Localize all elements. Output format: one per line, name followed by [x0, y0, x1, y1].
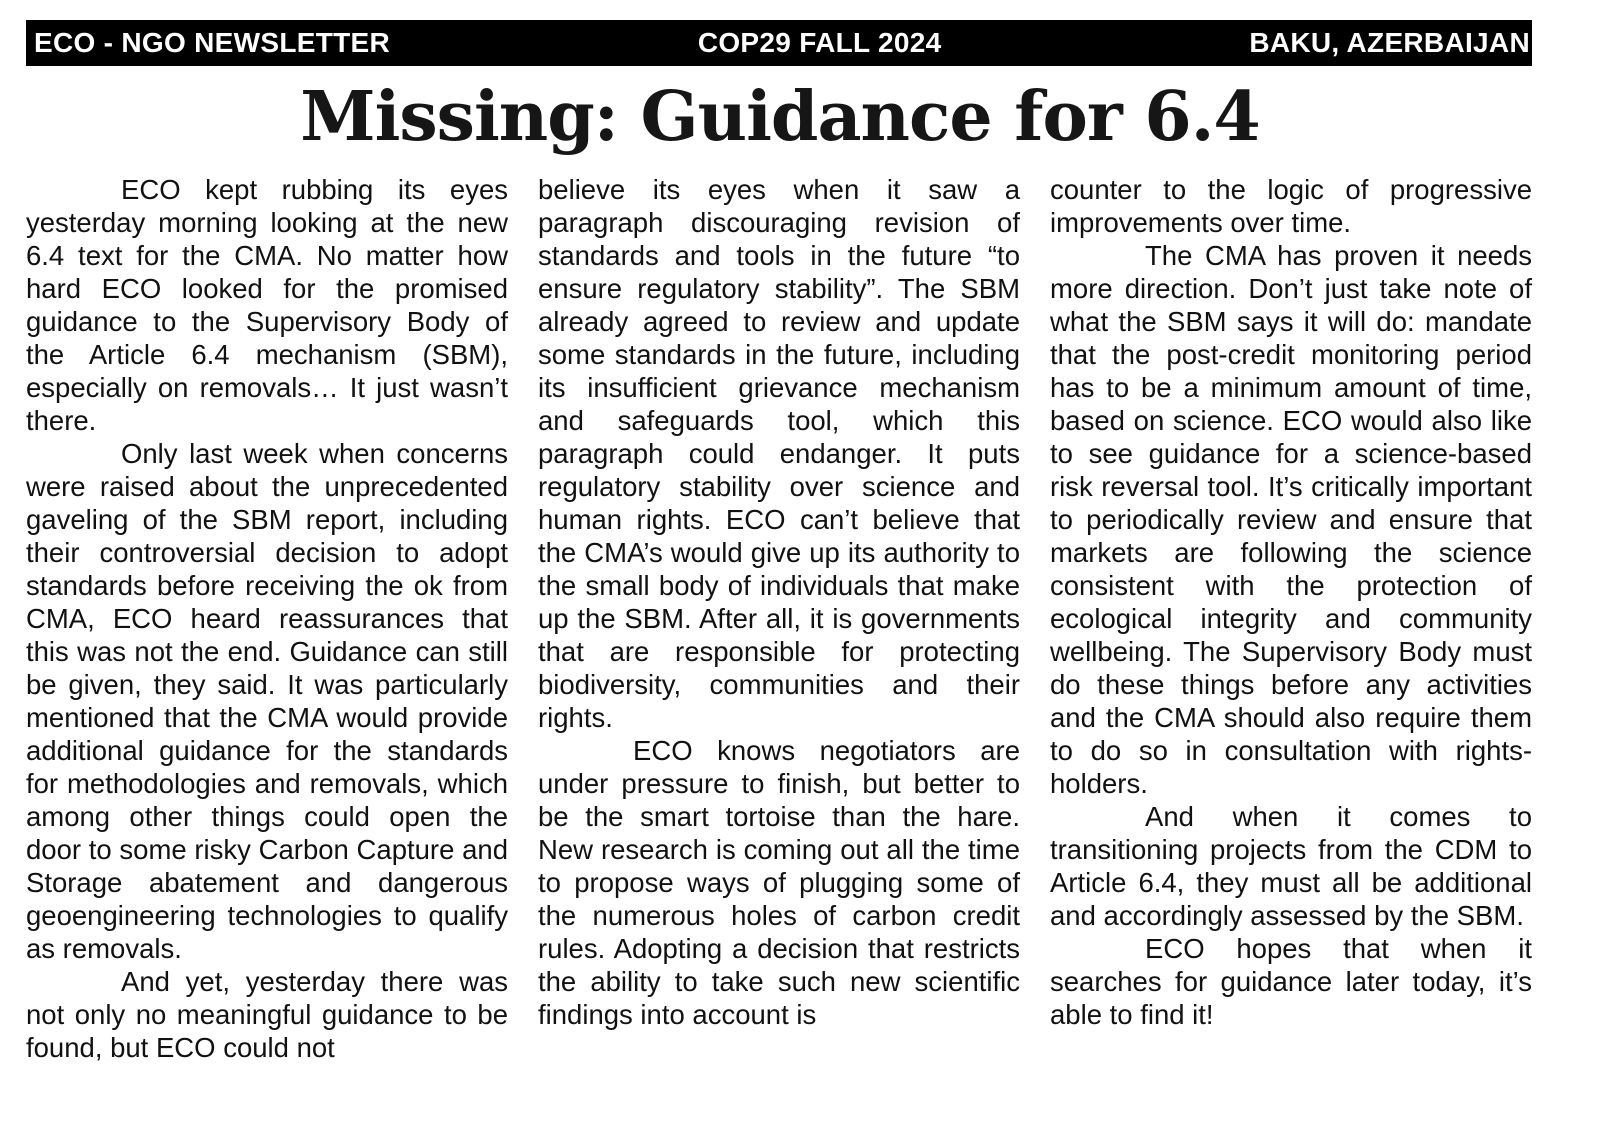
article-paragraph: ECO knows negotiators are under pressure to finish, but better to be the smart tortoise than the hare. New research is coming out all the time to propose ways of plugging some of the numerous holes of carbon credit rules. Adopting a decision that restricts the ability to take such new scientific findings into account is — [538, 735, 1020, 1030]
masthead-edition: COP29 FALL 2024 — [697, 27, 942, 58]
masthead-publication: ECO - NGO NEWSLETTER — [34, 27, 390, 58]
article-paragraph: Only last week when concerns were raised about the unprecedented gaveling of the SBM report, including their controversial decision to adopt standards before receiving the ok from CMA, ECO heard reassurances that this was not the end. Guidance can still be given, they said. It was particularly mentioned that the CMA would provide additional guidance for the standards for methodologies and removals, which among other things could open the door to some risky Carbon Capture and Storage abatement and dangerous geoengineering technologies to qualify as removals. — [26, 438, 508, 964]
article-column-2 — [538, 173, 1020, 1031]
article-paragraph: ECO kept rubbing its eyes yesterday morning looking at the new 6.4 text for the CMA. No matter how hard ECO looked for the promised guidance to the Supervisory Body of the Article 6.4 mechanism (SBM), especially on removals… It just wasn’t there. — [26, 174, 508, 436]
newsletter-masthead — [26, 20, 1532, 66]
article-paragraph: ECO hopes that when it searches for guidance later today, it’s able to find it! — [1050, 933, 1532, 1030]
masthead-location: BAKU, AZERBAIJAN — [1249, 27, 1530, 58]
article-paragraph-continued: believe its eyes when it saw a paragraph discouraging revision of standards and tools in the future “to ensure regulatory stability”. The SBM already agreed to review and update some standards in the future, including its insufficient grievance mechanism and safeguards tool, which this paragraph could endanger. It puts regulatory stability over science and human rights. ECO can’t believe that the CMA’s would give up its authority to the small body of individuals that make up the SBM. After all, it is governments that are responsible for protecting biodiversity, communities and their rights. — [538, 174, 1020, 733]
article-column-1 — [26, 173, 508, 1064]
article-headline: Missing: Guidance for 6.4 — [300, 77, 1260, 157]
article-paragraph: The CMA has proven it needs more direction. Don’t just take note of what the SBM says it will do: mandate that the post-credit monitoring period has to be a minimum amount of time, based on science. ECO would also like to see guidance for a science-based risk reversal tool. It’s critically important to periodically review and ensure that markets are following the science consistent with the protection of ecological integrity and community wellbeing. The Supervisory Body must do these things before any activities and the CMA should also require them to do so in consultation with rights-holders. — [1050, 240, 1532, 799]
article-paragraph-continued: counter to the logic of progressive improvements over time. — [1050, 174, 1532, 238]
article-paragraph: And when it comes to transitioning projects from the CDM to Article 6.4, they must all be additional and accordingly assessed by the SBM. — [1050, 801, 1532, 931]
article-paragraph: And yet, yesterday there was not only no meaningful guidance to be found, but ECO could not — [26, 966, 508, 1063]
article-column-3 — [1050, 173, 1532, 1031]
